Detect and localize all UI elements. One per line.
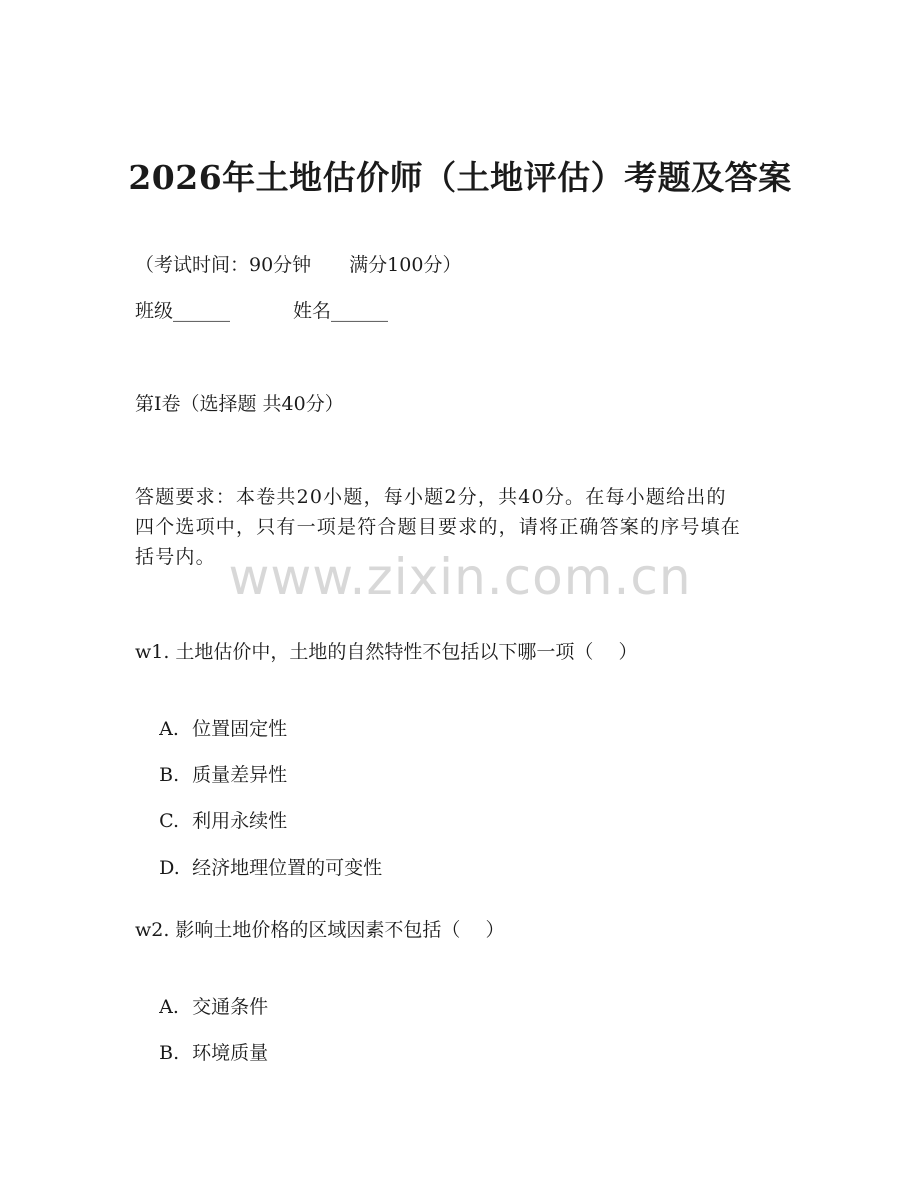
instructions-line-1: 答题要求：本卷共20小题，每小题2分，共40分。在每小题给出的: [135, 486, 727, 508]
document-title: 2026年土地估价师（土地评估）考题及答案: [128, 158, 792, 197]
name-field: 姓名______: [293, 300, 389, 322]
option-text: 环境质量: [192, 1042, 269, 1064]
question-1-option-d: [135, 823, 382, 913]
option-letter: D.: [159, 857, 180, 879]
option-text: 利用永续性: [192, 810, 288, 832]
class-field: 班级______: [135, 300, 231, 322]
option-letter: B.: [159, 764, 180, 786]
watermark: www.zixin.com.cn: [228, 548, 692, 606]
section-heading: 第I卷（选择题 共40分）: [135, 393, 344, 415]
option-text: 质量差异性: [192, 764, 288, 786]
option-letter: B.: [159, 1042, 180, 1064]
question-2-stem: w2. 影响土地价格的区域因素不包括（ ）: [135, 919, 505, 941]
exam-info: （考试时间：90分钟 满分100分）: [135, 254, 462, 276]
option-letter: C.: [159, 810, 180, 832]
option-letter: A.: [159, 718, 179, 740]
instructions-line-2: 四个选项中，只有一项是符合题目要求的，请将正确答案的序号填在: [135, 516, 742, 538]
option-text: 交通条件: [192, 996, 269, 1018]
question-2-option-b: [135, 1008, 268, 1098]
instructions-line-3: 括号内。: [135, 546, 216, 568]
option-letter: A.: [159, 996, 179, 1018]
option-text: 经济地理位置的可变性: [192, 857, 383, 879]
option-text: 位置固定性: [192, 718, 288, 740]
question-1-stem: w1. 土地估价中，土地的自然特性不包括以下哪一项（ ）: [135, 641, 638, 663]
